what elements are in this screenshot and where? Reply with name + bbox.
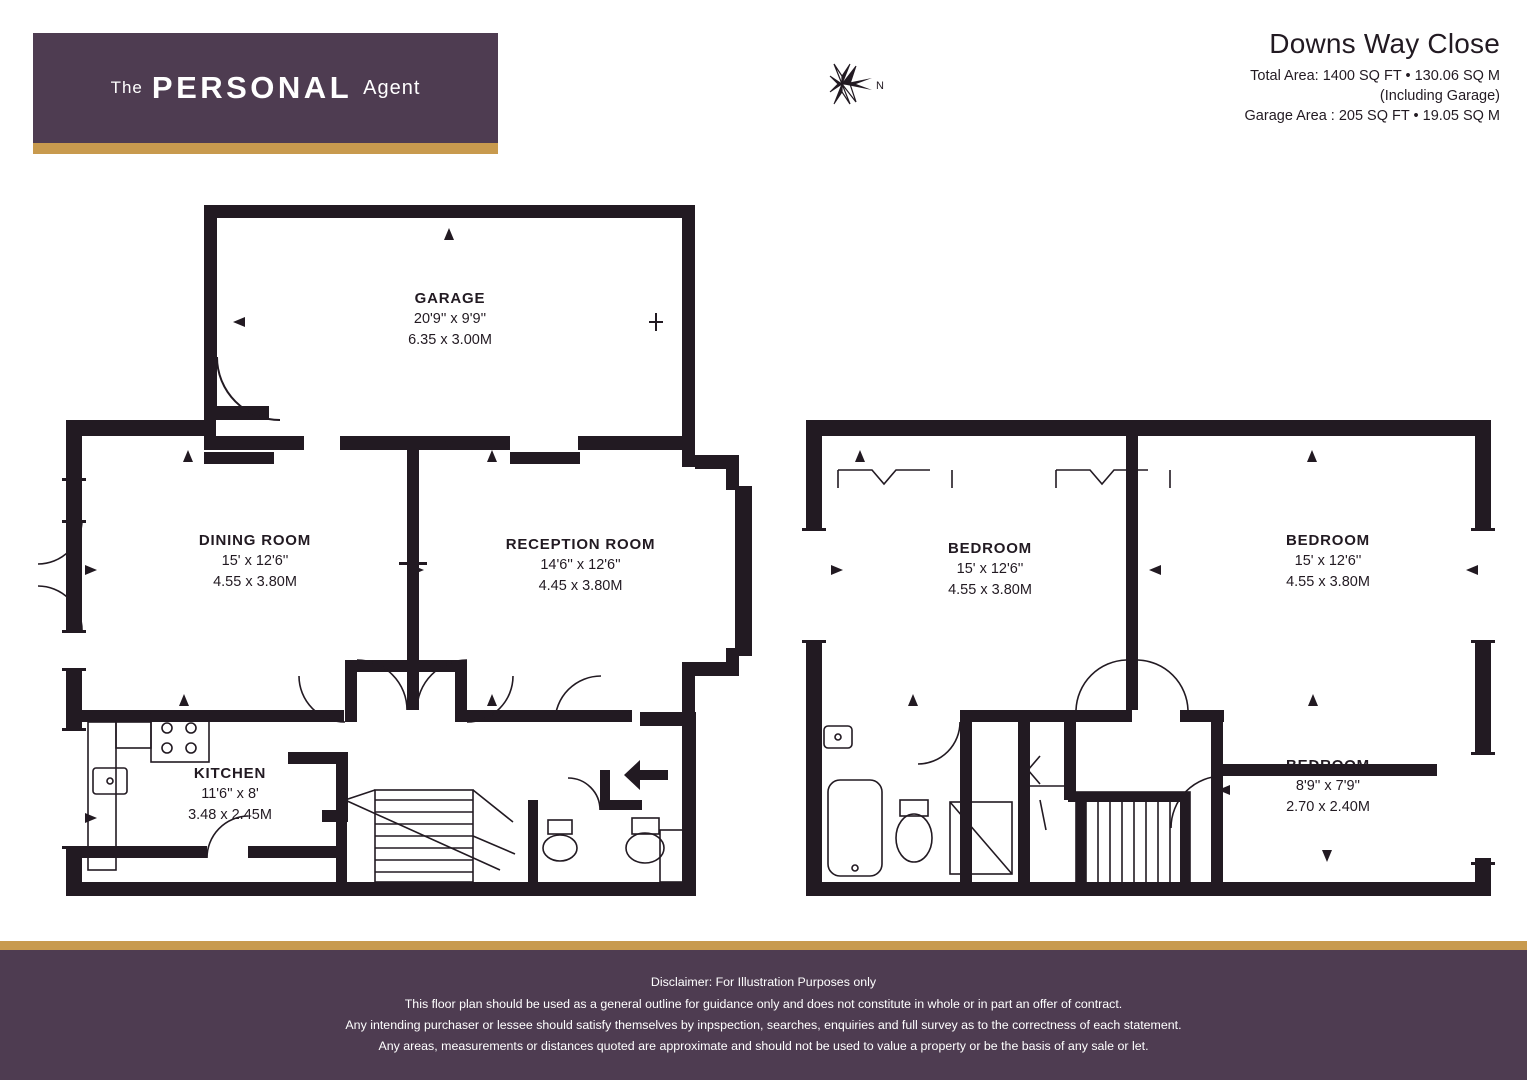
room-name: BEDROOM — [1286, 532, 1370, 549]
room-name: DINING ROOM — [198, 532, 312, 549]
room-dim-imperial: 11'6'' x 8' — [201, 786, 259, 803]
room-name: GARAGE — [414, 290, 486, 307]
page-title: Downs Way Close — [1269, 28, 1500, 59]
room-label-reception-room — [463, 534, 698, 596]
room-name: RECEPTION ROOM — [505, 536, 656, 553]
footer-accent-rule — [0, 941, 1527, 950]
room-dim-imperial: 15' x 12'6'' — [1294, 553, 1362, 570]
including-garage-text: (Including Garage) — [1379, 88, 1500, 104]
garage-area-text: Garage Area : 205 SQ FT • 19.05 SQ M — [1244, 108, 1500, 124]
room-dim-imperial: 8'9'' x 7'9'' — [1295, 778, 1361, 795]
room-dim-metric: 3.48 x 2.45M — [188, 806, 272, 823]
room-label-bedroom-1 — [885, 538, 1095, 600]
disclaimer-block — [0, 950, 1527, 1080]
disclaimer-text — [345, 972, 1181, 1057]
room-dim-metric: 6.35 x 3.00M — [408, 331, 492, 348]
room-dim-metric: 4.45 x 3.80M — [538, 577, 623, 594]
room-name: KITCHEN — [193, 765, 267, 782]
room-label-dining-room — [150, 530, 360, 592]
room-name: BEDROOM — [948, 540, 1032, 557]
disclaimer-line-1: Disclaimer: For Illustration Purposes only — [650, 975, 877, 990]
room-label-kitchen — [130, 763, 330, 825]
room-dim-metric: 4.55 x 3.80M — [1286, 573, 1370, 590]
room-label-garage — [345, 288, 555, 350]
room-dim-imperial: 20'9'' x 9'9'' — [413, 311, 487, 328]
room-label-bedroom-3 — [1223, 755, 1433, 817]
room-dim-metric: 2.70 x 2.40M — [1286, 798, 1370, 815]
room-dim-imperial: 15' x 12'6'' — [221, 553, 289, 570]
brand-prefix: The — [110, 78, 143, 97]
room-dim-metric: 4.55 x 3.80M — [948, 581, 1032, 598]
disclaimer-line-4: Any areas, measurements or distances quoted are approximate and should not be used to value a property or be the basis of any sale or let. — [378, 1039, 1149, 1054]
brand-name: PERSONAL — [151, 70, 353, 105]
room-dim-metric: 4.55 x 3.80M — [213, 573, 297, 590]
room-dim-imperial: 14'6'' x 12'6'' — [540, 557, 621, 574]
brand-suffix: Agent — [363, 76, 421, 99]
total-area-text: Total Area: 1400 SQ FT • 130.06 SQ M — [1250, 68, 1500, 84]
disclaimer-line-2: This floor plan should be used as a general outline for guidance only and does not constitute in whole or in part an offer of contract. — [404, 996, 1123, 1011]
disclaimer-line-3: Any intending purchaser or lessee should satisfy themselves by inpspection, searches, enquiries and full survey as to the correctness of each statement. — [345, 1018, 1182, 1032]
room-name: BEDROOM — [1286, 757, 1370, 774]
svg-text:N: N — [876, 80, 884, 92]
room-dim-imperial: 15' x 12'6'' — [956, 561, 1024, 578]
room-label-bedroom-2 — [1223, 530, 1433, 592]
